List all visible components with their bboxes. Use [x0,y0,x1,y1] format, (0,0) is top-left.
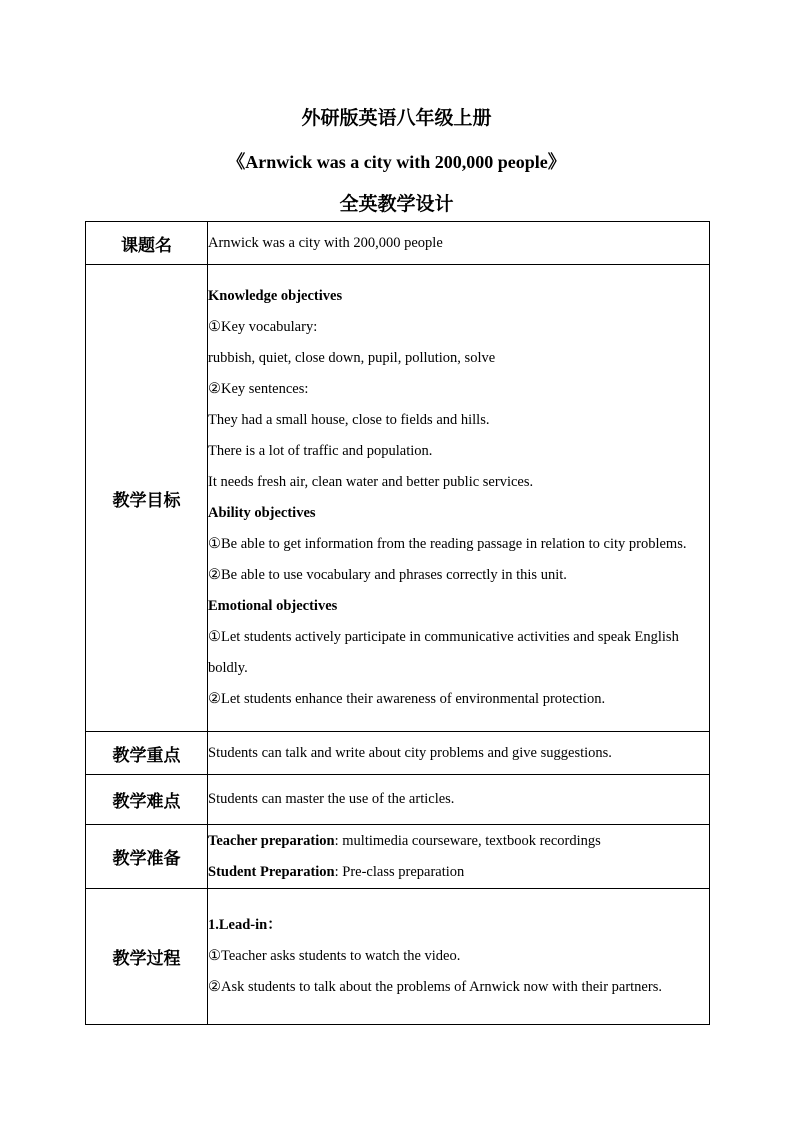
textbook-title: 外研版英语八年级上册 [301,107,492,129]
process-item: ①Teacher asks students to watch the video. [208,948,461,964]
emotional-item: ①Let students actively participate in communicative activities and speak English boldly. [208,629,679,676]
key-sentence: They had a small house, close to fields and hills. [208,412,490,428]
key-sentences-label: ②Key sentences: [208,381,309,397]
process-item: ②Ask students to talk about the problems of Arnwick now with their partners. [208,979,662,995]
teacher-preparation-value: : multimedia courseware, textbook recordings [334,832,601,849]
ability-item: ②Be able to use vocabulary and phrases correctly in this unit. [208,567,567,583]
key-sentence: There is a lot of traffic and population. [208,443,433,459]
process-label: 教学过程 [86,889,208,1025]
key-vocab: rubbish, quiet, close down, pupil, pollution, solve [208,350,496,366]
table-row [86,222,710,265]
student-preparation [208,857,709,888]
emotional-objectives-title: Emotional objectives [208,598,338,614]
student-preparation-label: Student Preparation [208,863,335,880]
emotional-item: ②Let students enhance their awareness of environmental protection. [208,691,606,707]
topic-label: 课题名 [86,222,208,265]
teacher-preparation-label: Teacher preparation [208,832,335,849]
table-row [86,889,710,1025]
table-row [86,265,710,732]
difficulties-label: 教学难点 [86,775,208,825]
design-title: 全英教学设计 [339,193,454,215]
key-points-label: 教学重点 [86,732,208,775]
ability-objectives-title: Ability objectives [208,505,316,521]
key-vocab-label: ①Key vocabulary: [208,319,318,335]
ability-item: ①Be able to get information from the reading passage in relation to city problems. [208,536,687,552]
topic-value [208,222,710,265]
topic-text: Arnwick was a city with 200,000 people [208,234,443,251]
lead-in-title: 1.Lead-in： [208,917,282,933]
table-row [86,775,710,825]
difficulties-value [208,775,710,825]
key-points-text: Students can talk and write about city problems and give suggestions. [208,744,612,761]
preparation-cell [208,825,710,889]
key-points-value [208,732,710,775]
knowledge-objectives-title: Knowledge objectives [208,288,343,304]
document-header [0,100,793,222]
preparation-label: 教学准备 [86,825,208,889]
objectives-cell [208,265,710,732]
student-preparation-value: : Pre-class preparation [334,863,465,880]
teacher-preparation [208,826,709,857]
difficulties-text: Students can master the use of the articles. [208,791,455,807]
objectives-label: 教学目标 [86,265,208,732]
process-cell [208,889,710,1025]
lesson-plan-table [85,221,710,1025]
lesson-title: 《Arnwick was a city with 200,000 people》 [227,152,566,172]
table-row [86,825,710,889]
key-sentence: It needs fresh air, clean water and better public services. [208,474,534,490]
table-row [86,732,710,775]
